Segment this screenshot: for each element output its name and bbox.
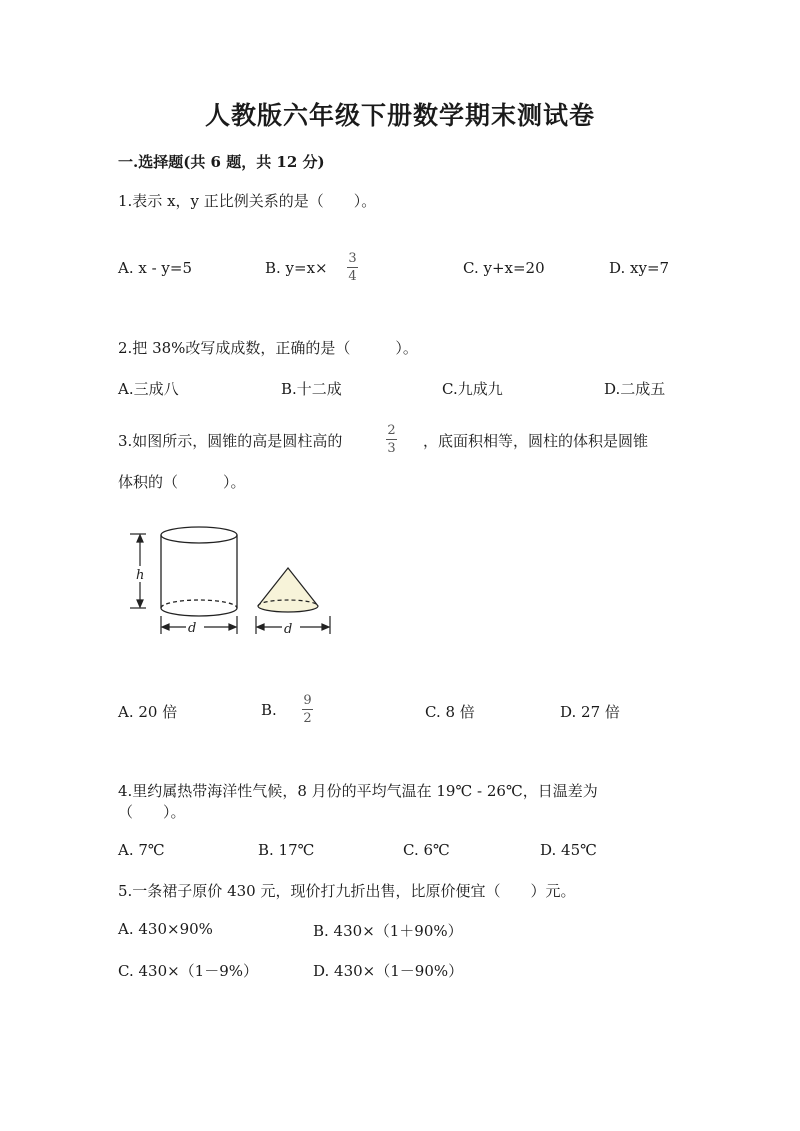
question-3-fraction <box>386 423 397 456</box>
question-5-stem: 5.一条裙子原价 430 元，现价打九折出售，比原价便宜（ ）元。 <box>118 882 576 900</box>
fraction-bar <box>347 267 358 268</box>
page-title: 人教版六年级下册数学期末测试卷 <box>204 101 595 130</box>
question-1-option-a: A. x - y=5 <box>118 259 193 277</box>
question-2-stem: 2.把 38%改写成成数，正确的是（ ）。 <box>118 339 418 357</box>
fraction-numerator: 2 <box>387 423 396 438</box>
cone-shape <box>258 568 318 612</box>
fraction-denominator: 4 <box>348 269 357 284</box>
cylinder-diameter-label: d <box>188 621 197 636</box>
question-3-option-d: D. 27 倍 <box>560 703 620 721</box>
cylinder-shape <box>161 527 237 616</box>
question-1-option-b-fraction <box>347 251 358 284</box>
question-5-option-d: D. 430×（1－90%） <box>313 962 464 980</box>
question-1-option-c: C. y+x=20 <box>463 259 545 277</box>
fraction-numerator: 3 <box>348 251 357 266</box>
question-4-stem-line-1: 4.里约属热带海洋性气候，8 月份的平均气温在 19℃ - 26℃，日温差为 <box>118 782 598 800</box>
question-4-option-b: B. 17℃ <box>258 841 315 859</box>
question-4-option-a: A. 7℃ <box>118 841 165 859</box>
cone-diameter-label: d <box>284 622 293 637</box>
section-heading: 一.选择题(共 6 题，共 12 分) <box>118 153 325 171</box>
fraction-denominator: 3 <box>387 441 396 456</box>
cylinder-diameter-arrow <box>161 616 237 634</box>
cylinder-cone-diagram <box>124 520 336 650</box>
question-2-option-d: D.二成五 <box>604 380 666 398</box>
cylinder-cone-figure <box>124 520 336 650</box>
question-4-stem-line-2: （ ）。 <box>118 803 186 821</box>
question-1-option-d: D. xy=7 <box>609 259 670 277</box>
question-3-stem-part-2: ，底面积相等，圆柱的体积是圆锥 <box>423 432 649 450</box>
question-3-stem-part-3: 体积的（ ）。 <box>118 473 246 491</box>
question-1-stem: 1.表示 x，y 正比例关系的是（ ）。 <box>118 192 377 210</box>
question-4-option-d: D. 45℃ <box>540 841 597 859</box>
question-3-option-a: A. 20 倍 <box>118 703 178 721</box>
question-2-option-b: B.十二成 <box>281 380 342 398</box>
question-5-option-b: B. 430×（1＋90%） <box>313 922 463 940</box>
fraction-bar <box>386 439 397 440</box>
question-5-option-a: A. 430×90% <box>118 920 213 938</box>
fraction-denominator: 2 <box>303 711 312 726</box>
question-4-option-c: C. 6℃ <box>403 841 450 859</box>
question-2-option-c: C.九成九 <box>442 380 503 398</box>
question-2-option-a: A.三成八 <box>118 380 179 398</box>
question-3-option-c: C. 8 倍 <box>425 703 475 721</box>
question-5-option-c: C. 430×（1－9%） <box>118 962 259 980</box>
fraction-bar <box>302 709 313 710</box>
question-1-option-b: B. y=x× <box>265 259 328 277</box>
question-3-option-b-fraction <box>302 693 313 726</box>
fraction-numerator: 9 <box>303 693 312 708</box>
question-3-stem-part-1: 3.如图所示，圆锥的高是圆柱高的 <box>118 432 343 450</box>
question-3-option-b: B. <box>261 701 277 719</box>
cone-diameter-arrow <box>256 616 330 634</box>
height-label: h <box>136 568 145 583</box>
